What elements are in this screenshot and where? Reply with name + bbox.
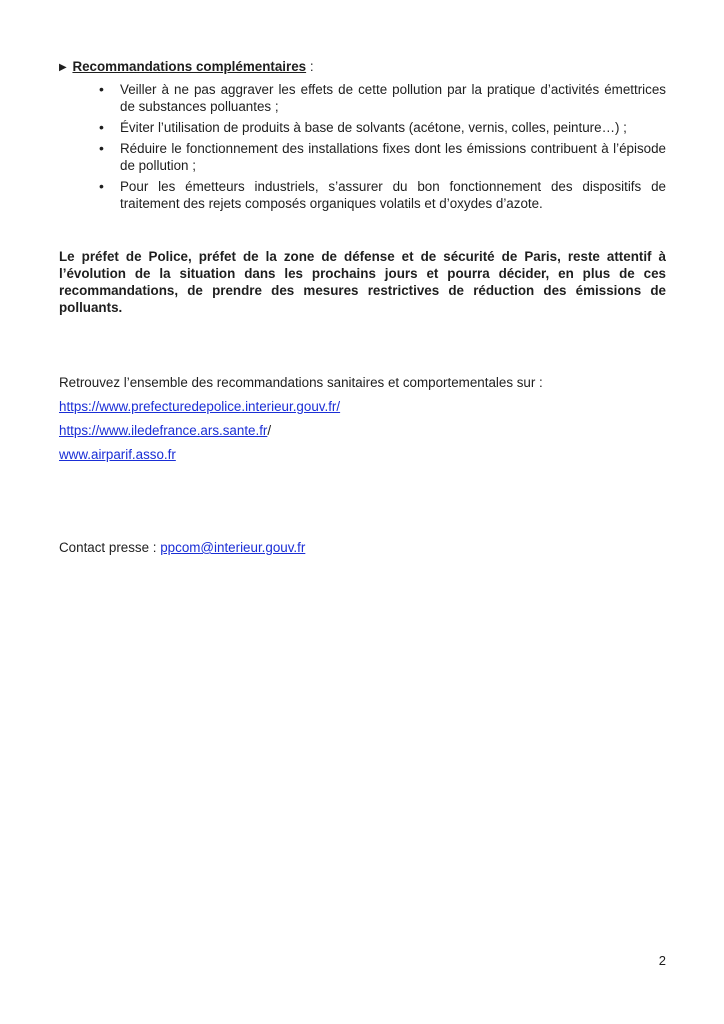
- bullet-icon: •: [99, 81, 104, 97]
- airparif-link[interactable]: www.airparif.asso.fr: [59, 447, 176, 462]
- prefecture-link[interactable]: https://www.prefecturedepolice.interieur.gouv.fr/: [59, 399, 341, 414]
- list-item-text: Éviter l’utilisation de produits à base de solvants (acétone, vernis, colles, peinture…) ;: [120, 120, 627, 135]
- press-contact: [59, 539, 666, 556]
- list-item-text: Réduire le fonctionnement des installations fixes dont les émissions contribuent à l’épisode de pollution ;: [120, 141, 666, 173]
- list-item: [59, 119, 666, 136]
- document-body: [59, 57, 666, 556]
- list-item: [59, 140, 666, 174]
- bullet-icon: •: [99, 140, 104, 156]
- section-heading: [59, 57, 666, 78]
- list-item-text: Pour les émetteurs industriels, s’assurer du bon fonctionnement des dispositifs de traitement des rejets composés organiques volatils et d’oxydes d’azote.: [120, 179, 666, 211]
- press-email-link[interactable]: ppcom@interieur.gouv.fr: [160, 540, 306, 555]
- bullet-icon: •: [99, 119, 104, 135]
- link-line-prefecture: [59, 398, 666, 415]
- link-line-ars: [59, 422, 666, 439]
- page-number: 2: [658, 953, 666, 968]
- list-item-text: Veiller à ne pas aggraver les effets de cette pollution par la pratique d’activités émettrices de substances polluantes ;: [120, 82, 666, 114]
- list-item: [59, 178, 666, 212]
- section-title: Recommandations complémentaires: [72, 59, 307, 74]
- press-contact-label: Contact presse :: [59, 540, 161, 555]
- ars-link[interactable]: https://www.iledefrance.ars.sante.fr: [59, 423, 268, 438]
- ars-link-suffix: /: [267, 423, 272, 438]
- link-line-airparif: [59, 446, 666, 463]
- bullet-icon: •: [99, 178, 104, 194]
- list-item: [59, 81, 666, 115]
- section-colon: :: [306, 59, 314, 74]
- resources-intro: Retrouvez l’ensemble des recommandations sanitaires et comportementales sur :: [59, 375, 543, 390]
- prefet-paragraph: Le préfet de Police, préfet de la zone de défense et de sécurité de Paris, reste attentif à l’évolution de la situation dans les prochains jours et pourra décider, en plus de ces recommandations, de prendre des mesures restrictives de réduction des émissions de polluants.: [59, 249, 666, 315]
- recommendations-list: [59, 81, 666, 212]
- triangle-bullet-icon: ▶: [59, 62, 67, 73]
